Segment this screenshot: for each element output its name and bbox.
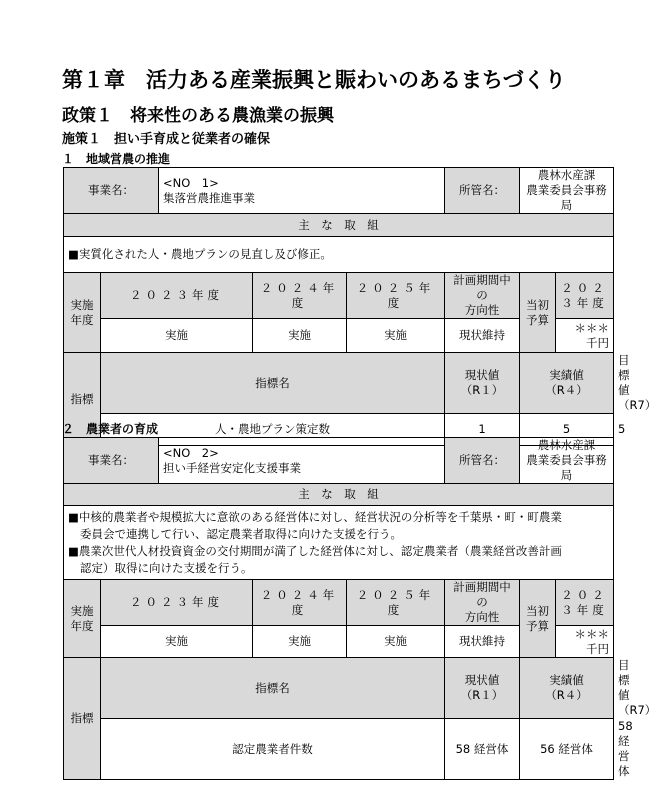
project-number: <NO 2> (163, 445, 219, 460)
project-table: 事業名： <NO 2> 担い手経営安定化支援事業 所管名： 農林水産課 農業委員会事務局 主 な 取 組 ■中核的農業者や規模拡大に意欲のある経営体に対し、経営状況の分析等を千葉県・町・町農業 委員会で連携して行い、認定農業者取得に向けた支援を行う。 ■農業次世代人材投資資金の交付期間が満了した経営体に対し、認定農業者（農業経営改善計画 認定）取得に向けた支援を行う。 実施 年度 ２０２３年度 ２０２４年度 ２０２５年度 計画期間中の 方向性 当初 予算 ２０２３年度 実施 実施 実施 現状維持 ＊＊＊ 千円 指標 指標名 現状値 （R１） 実績値 （R４） 目標値 （R7） 認定農業者件数 58 経営体 56 経営体 58 経営体 (63, 437, 614, 780)
project-number: <NO 1> (163, 175, 219, 190)
dept-name: 農業委員会事務局 (526, 453, 607, 482)
actual-value: 56 経営体 (520, 719, 614, 780)
current-value: 1 (445, 414, 520, 446)
project-name: 担い手経営安定化支援事業 (163, 460, 301, 475)
budget-value: ＊＊＊ 千円 (556, 319, 614, 353)
main-work-content: ■中核的農業者や規模拡大に意欲のある経営体に対し、経営状況の分析等を千葉県・町・町農業 委員会で連携して行い、認定農業者取得に向けた支援を行う。 ■農業次世代人材投資資金の交付期間が満了した経営体に対し、認定農業者（農業経営改善計画 認定）取得に向けた支援を行う。 (64, 506, 614, 580)
years-label: 実施 年度 (64, 580, 101, 658)
year-header: ２０２３年度 (101, 273, 253, 319)
year-header: ２０２４年度 (253, 580, 347, 626)
indicator-name: 人・農地プラン策定数 (101, 414, 445, 446)
year-header: ２０２３年度 (101, 580, 253, 626)
policy-title: 政策１ 将来性のある農漁業の振興 (62, 106, 334, 126)
budget-label: 当初 予算 (520, 273, 556, 353)
year-status: 実施 (253, 626, 347, 658)
project-name: 集落営農推進事業 (163, 190, 255, 205)
section-heading: １ 地域営農の推進 (62, 152, 171, 166)
direction-value: 現状維持 (445, 626, 520, 658)
year-header: ２０２５年度 (347, 580, 445, 626)
year-status: 実施 (347, 626, 445, 658)
measure-title: 施策１ 担い手育成と従業者の確保 (62, 132, 271, 147)
direction-label: 計画期間中の 方向性 (445, 580, 520, 626)
dept-name: 農業委員会事務局 (526, 183, 607, 212)
year-status: 実施 (347, 319, 445, 353)
actual-header: 実績値 （R４） (520, 658, 614, 719)
chapter-title: 第１章 活力ある産業振興と賑わいのあるまちづくり (62, 68, 566, 92)
budget-value: ＊＊＊ 千円 (556, 626, 614, 658)
year-status: 実施 (253, 319, 347, 353)
project-name-label: 事業名： (64, 438, 159, 484)
indicator-name-header: 指標名 (101, 658, 445, 719)
main-work-header: 主 な 取 組 (64, 214, 614, 237)
direction-label: 計画期間中の 方向性 (445, 273, 520, 319)
project-table: 事業名： <NO 1> 集落営農推進事業 所管名： 農林水産課 農業委員会事務局 主 な 取 組 ■実質化された人・農地プランの見直し及び修正。 実施 年度 ２０２３年度 ２０２４年度 ２０２５年度 計画期間中の 方向性 当初 予算 ２０２３年度 実施 実施 実施 現状維持 ＊＊＊ 千円 指標 指標名 現状値 （R１） 実績値 （R４） 目標値 （R7） 人・農地プラン策定数 1 5 5 (63, 167, 614, 446)
indicator-label: 指標 (64, 658, 101, 780)
budget-year: ２０２３年度 (556, 273, 614, 319)
section-heading: ２ 農業者の育成 (62, 422, 159, 436)
indicator-label: 指標 (64, 353, 101, 446)
main-work-header: 主 な 取 組 (64, 484, 614, 506)
budget-year: ２０２３年度 (556, 580, 614, 626)
budget-label: 当初 予算 (520, 580, 556, 658)
year-status: 実施 (101, 319, 253, 353)
dept-name: 農林水産課 (537, 168, 596, 182)
current-value: 58 経営体 (445, 719, 520, 780)
main-work-content: ■実質化された人・農地プランの見直し及び修正。 (64, 237, 614, 273)
year-header: ２０２５年度 (347, 273, 445, 319)
year-header: ２０２４年度 (253, 273, 347, 319)
dept-name: 農林水産課 (537, 438, 596, 452)
dept-label: 所管名： (445, 168, 520, 214)
actual-value: 5 (520, 414, 614, 446)
indicator-name-header: 指標名 (101, 353, 445, 414)
current-header: 現状値 （R１） (445, 353, 520, 414)
indicator-name: 認定農業者件数 (101, 719, 445, 780)
actual-header: 実績値 （R４） (520, 353, 614, 414)
year-status: 実施 (101, 626, 253, 658)
current-header: 現状値 （R１） (445, 658, 520, 719)
direction-value: 現状維持 (445, 319, 520, 353)
dept-label: 所管名： (445, 438, 520, 484)
project-name-label: 事業名： (64, 168, 159, 214)
years-label: 実施 年度 (64, 273, 101, 353)
